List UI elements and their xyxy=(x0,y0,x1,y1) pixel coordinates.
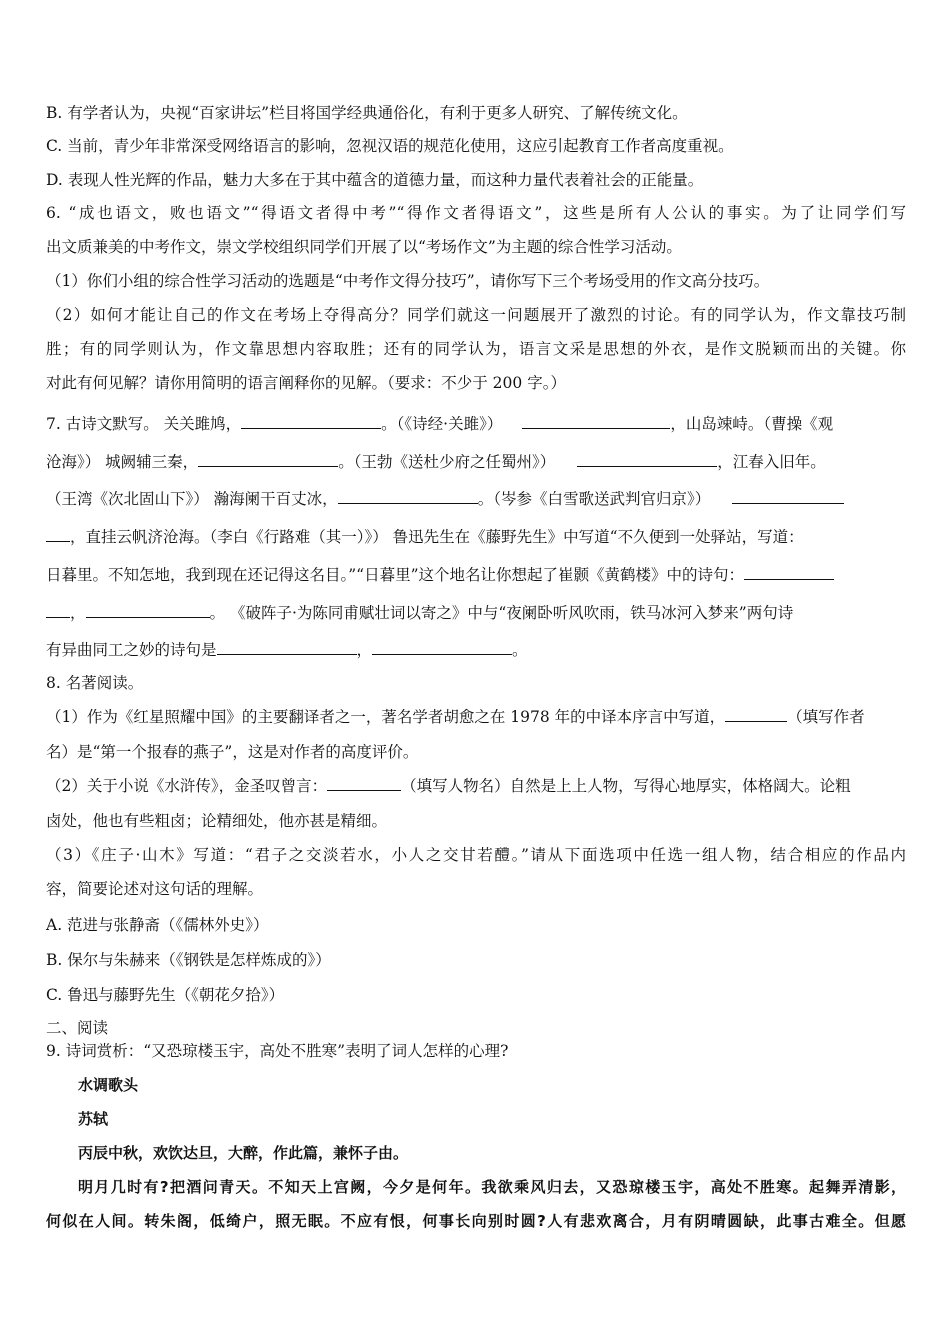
q7-text: ，直挂云帆济沧海。（李白《行路难（其一）》） 鲁迅先生在《藤野先生》中写道“不久便到一处驿站，写道： xyxy=(70,528,804,546)
question-6-part-2-line-1: （2）如何才能让自己的作文在考场上夺得高分？同学们就这一问题展开了激烈的讨论。有的同学认为，作文靠技巧制 xyxy=(46,306,906,324)
question-7-line-3 xyxy=(46,489,906,509)
question-7-line-1 xyxy=(46,414,906,434)
question-8-part-2-line-2: 卤处，他也有些粗卤；论精细处，他亦甚是精细。 xyxy=(46,812,388,830)
question-8-title: 8. 名著阅读。 xyxy=(46,674,144,692)
question-7-line-4 xyxy=(46,527,906,547)
q7-text: 。 xyxy=(512,641,528,659)
question-8-part-1-line-1 xyxy=(46,707,906,727)
question-6-part-1: （1）你们小组的综合性学习活动的选题是“中考作文得分技巧”，请你写下三个考场受用的作文高分技巧。 xyxy=(46,272,770,290)
question-6-line-1: 6. “成也语文，败也语文”“得语文者得中考”“得作文者得语文”，这些是所有人公认的事实。为了让同学们写 xyxy=(46,204,906,222)
q7-text: 。（《诗经·关雎》） xyxy=(381,415,503,433)
option-b-line: B. 有学者认为，央视“百家讲坛”栏目将国学经典通俗化，有利于更多人研究、了解传统文化。 xyxy=(46,104,688,122)
question-6-part-2-line-2: 胜；有的同学则认为，作文靠思想内容取胜；还有的同学认为，语言文采是思想的外衣，是作文脱颖而出的关键。你 xyxy=(46,340,906,358)
answer-blank[interactable] xyxy=(725,707,787,722)
q7-text: 7. 古诗文默写。 关关雎鸠， xyxy=(46,415,242,433)
q7-text: 。（岑参《白雪歌送武判官归京》） xyxy=(477,490,711,508)
question-7-line-7 xyxy=(46,640,906,660)
poem-line-2: 何似在人间。转朱阁，低绮户，照无眠。不应有恨，何事长向别时圆?人有悲欢离合，月有阴晴圆缺，此事古难全。但愿 xyxy=(46,1212,906,1230)
answer-blank[interactable] xyxy=(46,603,70,618)
question-6-line-2: 出文质兼美的中考作文，崇文学校组织同学们开展了以“考场作文”为主题的综合性学习活动。 xyxy=(46,238,682,256)
q7-text: 。 《破阵子·为陈同甫赋壮词以寄之》中与“夜阑卧听风吹雨，铁马冰河入梦来”两句诗 xyxy=(209,604,794,622)
q7-text: ，山岛竦峙。（曹操《观 xyxy=(670,415,834,433)
answer-blank[interactable] xyxy=(241,414,381,429)
q8-text: （填写作者 xyxy=(787,708,865,726)
answer-blank[interactable] xyxy=(744,565,834,580)
poem-author: 苏轼 xyxy=(78,1110,109,1128)
answer-blank[interactable] xyxy=(338,489,478,504)
answer-blank[interactable] xyxy=(198,452,338,467)
question-8-part-3-line-2: 容，简要论述对这句话的理解。 xyxy=(46,880,264,898)
poem-title: 水调歌头 xyxy=(78,1076,139,1094)
answer-blank[interactable] xyxy=(577,452,717,467)
poem-line-1: 明月几时有?把酒问青天。不知天上宫阙，今夕是何年。我欲乘风归去，又恐琼楼玉宇，高处不胜寒。起舞弄清影， xyxy=(78,1178,906,1196)
answer-blank[interactable] xyxy=(86,603,210,618)
q8-text: （1）作为《红星照耀中国》的主要翻译者之一，著名学者胡愈之在 1978 年的中译本序言中写道， xyxy=(46,708,726,726)
answer-blank[interactable] xyxy=(327,776,401,791)
poem-preface: 丙辰中秋，欢饮达旦，大醉，作此篇，兼怀子由。 xyxy=(78,1144,409,1162)
question-8-part-2-line-1 xyxy=(46,776,906,796)
answer-blank[interactable] xyxy=(46,527,70,542)
q7-text: 。（王勃《送杜少府之任蜀州》） xyxy=(338,453,556,471)
option-d-line: D. 表现人性光辉的作品，魅力大多在于其中蕴含的道德力量，而这种力量代表着社会的正能量。 xyxy=(46,171,704,189)
question-8-part-3-line-1: （3）《庄子·山木》写道：“君子之交淡若水，小人之交甘若醴。”请从下面选项中任选一组人物，结合相应的作品内 xyxy=(46,846,906,864)
q7-text: （王湾《次北固山下》） 瀚海阑干百丈冰， xyxy=(46,490,338,508)
q8-text: （2）关于小说《水浒传》，金圣叹曾言： xyxy=(46,777,328,795)
option-b: B. 保尔与朱赫来（《钢铁是怎样炼成的》） xyxy=(46,951,331,969)
question-7-line-2 xyxy=(46,452,906,472)
section-2-title: 二、阅读 xyxy=(46,1019,109,1037)
answer-blank[interactable] xyxy=(217,640,357,655)
q7-text: 有异曲同工之妙的诗句是 xyxy=(46,641,217,659)
answer-blank[interactable] xyxy=(522,414,670,429)
question-7-line-5 xyxy=(46,565,906,585)
q8-text: （填写人物名）自然是上上人物，写得心地厚实，体格阔大。论粗 xyxy=(401,777,851,795)
option-a: A. 范进与张静斋（《儒林外史》） xyxy=(46,916,269,934)
q7-text: 沧海》） 城阙辅三秦， xyxy=(46,453,199,471)
q7-text: ，江春入旧年。 xyxy=(717,453,826,471)
option-c-line: C. 当前，青少年非常深受网络语言的影响，忽视汉语的规范化使用，这应引起教育工作者高度重视。 xyxy=(46,137,734,155)
q7-text: 日暮里。不知怎地，我到现在还记得这名目。”“日暮里”这个地名让你想起了崔颢《黄鹤楼》中的诗句： xyxy=(46,566,745,584)
q7-text: ， xyxy=(356,641,373,659)
q7-text: ， xyxy=(70,604,86,622)
question-8-part-1-line-2: 名）是“第一个报春的燕子”，这是对作者的高度评价。 xyxy=(46,743,419,761)
option-c: C. 鲁迅与藤野先生（《朝花夕拾》） xyxy=(46,986,285,1004)
question-9: 9. 诗词赏析：“又恐琼楼玉宇，高处不胜寒”表明了词人怎样的心理? xyxy=(46,1042,509,1060)
question-7-line-6 xyxy=(46,603,906,623)
answer-blank[interactable] xyxy=(732,489,844,504)
question-6-part-2-line-3: 对此有何见解？请你用简明的语言阐释你的见解。（要求：不少于 200 字。） xyxy=(46,374,566,392)
answer-blank[interactable] xyxy=(372,640,512,655)
